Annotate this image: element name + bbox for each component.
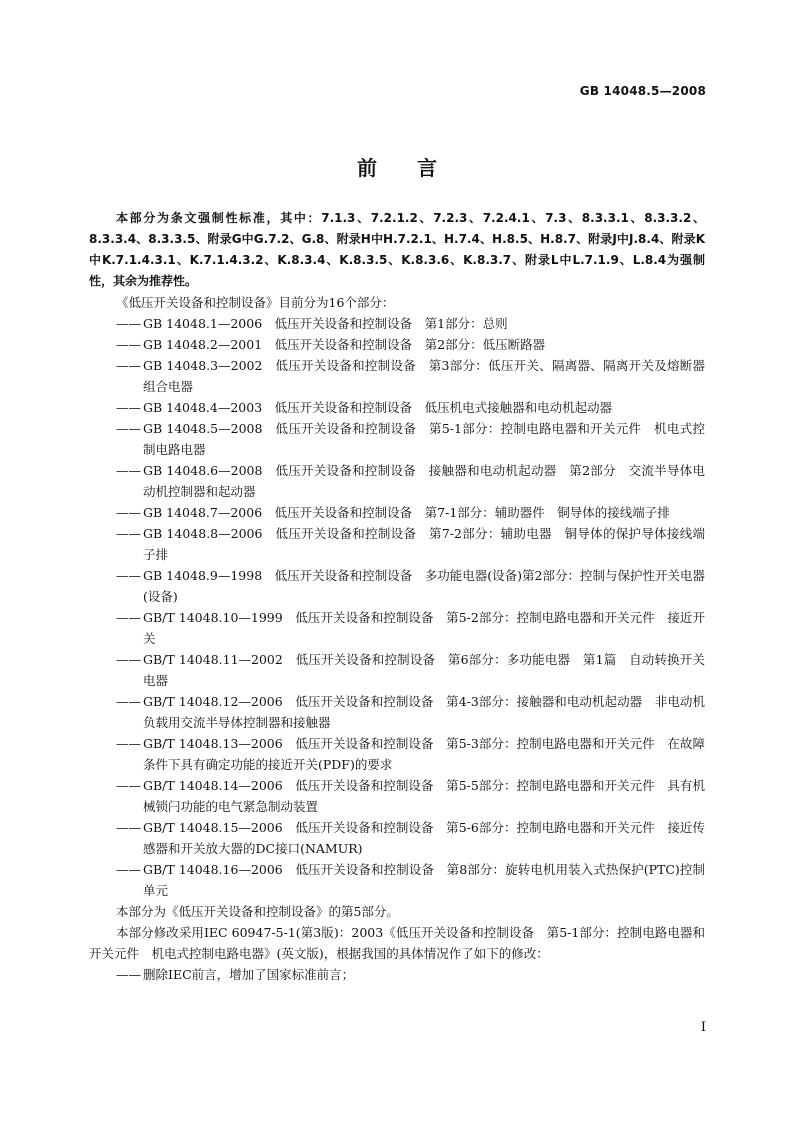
dash: —— xyxy=(116,610,141,625)
part-item xyxy=(89,460,705,502)
part-text: GB/T 14048.14—2006 低压开关设备和控制设备 第5-5部分：控制电路电器和开关元件 具有机械锁闩功能的电气紧急制动装置 xyxy=(143,778,705,814)
dash: —— xyxy=(116,421,141,436)
part-text: GB 14048.4—2003 低压开关设备和控制设备 低压机电式接触器和电动机起动器 xyxy=(143,400,613,415)
part-text: GB/T 14048.10—1999 低压开关设备和控制设备 第5-2部分：控制电路电器和开关元件 接近开关 xyxy=(143,610,705,646)
dash: —— xyxy=(116,778,141,793)
dash: —— xyxy=(116,862,141,877)
part-item xyxy=(89,523,705,565)
part-text: GB/T 14048.11—2002 低压开关设备和控制设备 第6部分：多功能电器 第1篇 自动转换开关电器 xyxy=(143,652,705,688)
part-item xyxy=(89,313,705,334)
modification-paragraph: 本部分修改采用IEC 60947-5-1(第3版)：2003《低压开关设备和控制设备 第5-1部分：控制电路电器和开关元件 机电式控制电路电器》(英文版)，根据我国的具体情况作了如下的修改： xyxy=(89,925,705,961)
dash: —— xyxy=(116,736,141,751)
page-number: I xyxy=(700,1020,706,1035)
mandatory-paragraph: 本部分为条文强制性标准，其中：7.1.3、7.2.1.2、7.2.3、7.2.4.1、7.3、8.3.3.1、8.3.3.2、8.3.3.4、8.3.3.5、附录G中G.7.2、G.8、附录H中H.7.2.1、H.7.4、H.8.5、H.8.7、附录J中J.8.4、附录K中K.7.1.4.3.1、K.7.1.4.3.2、K.8.3.4、K.8.3.5、K.8.3.6、K.8.3.7、附录L中L.7.1.9、L.8.4为强制性，其余为推荐性。 xyxy=(89,211,705,288)
dash: —— xyxy=(116,337,141,352)
part-text: GB 14048.9—1998 低压开关设备和控制设备 多功能电器(设备)第2部分：控制与保护性开关电器(设备) xyxy=(143,568,705,604)
foreword-body xyxy=(89,208,705,985)
part-item xyxy=(89,334,705,355)
dash: —— xyxy=(116,652,141,667)
part-item xyxy=(89,775,705,817)
dash: —— xyxy=(116,400,141,415)
part-text: GB/T 14048.15—2006 低压开关设备和控制设备 第5-6部分：控制电路电器和开关元件 接近传感器和开关放大器的DC接口(NAMUR) xyxy=(143,820,705,856)
standard-number: GB 14048.5—2008 xyxy=(579,84,706,98)
dash: —— xyxy=(116,568,141,583)
part-text: GB 14048.7—2006 低压开关设备和控制设备 第7-1部分：辅助器件 铜导体的接线端子排 xyxy=(143,505,670,520)
part-item xyxy=(89,355,705,397)
intro-paragraph: 《低压开关设备和控制设备》目前分为16个部分： xyxy=(116,295,395,310)
change-item xyxy=(89,964,705,985)
dash: —— xyxy=(116,820,141,835)
part-item xyxy=(89,397,705,418)
part-item xyxy=(89,502,705,523)
part-item xyxy=(89,418,705,460)
part-text: GB 14048.3—2002 低压开关设备和控制设备 第3部分：低压开关、隔离器、隔离开关及熔断器组合电器 xyxy=(143,358,705,394)
part-text: GB/T 14048.12—2006 低压开关设备和控制设备 第4-3部分：接触器和电动机起动器 非电动机负载用交流半导体控制器和接触器 xyxy=(143,694,705,730)
part-item xyxy=(89,691,705,733)
part-text: GB/T 14048.16—2006 低压开关设备和控制设备 第8部分：旋转电机用装入式热保护(PTC)控制单元 xyxy=(143,862,705,898)
dash: —— xyxy=(116,967,141,982)
change-text: 删除IEC前言，增加了国家标准前言； xyxy=(143,967,355,982)
part-text: GB/T 14048.13—2006 低压开关设备和控制设备 第5-3部分：控制电路电器和开关元件 在故障条件下具有确定功能的接近开关(PDF)的要求 xyxy=(143,736,705,772)
part-text: GB 14048.6—2008 低压开关设备和控制设备 接触器和电动机起动器 第2部分 交流半导体电动机控制器和起动器 xyxy=(143,463,705,499)
dash: —— xyxy=(116,505,141,520)
dash: —— xyxy=(116,316,141,331)
dash: —— xyxy=(116,694,141,709)
dash: —— xyxy=(116,463,141,478)
part-item xyxy=(89,859,705,901)
part-item xyxy=(89,733,705,775)
dash: —— xyxy=(116,526,141,541)
part-item xyxy=(89,607,705,649)
page-title: 前言 xyxy=(357,156,477,180)
part-of-paragraph: 本部分为《低压开关设备和控制设备》的第5部分。 xyxy=(116,904,399,919)
part-text: GB 14048.5—2008 低压开关设备和控制设备 第5-1部分：控制电路电器和开关元件 机电式控制电路电器 xyxy=(143,421,705,457)
part-text: GB 14048.8—2006 低压开关设备和控制设备 第7-2部分：辅助电器 铜导体的保护导体接线端子排 xyxy=(143,526,705,562)
dash: —— xyxy=(116,358,141,373)
part-item xyxy=(89,649,705,691)
part-text: GB 14048.1—2006 低压开关设备和控制设备 第1部分：总则 xyxy=(143,316,508,331)
part-item xyxy=(89,565,705,607)
part-item xyxy=(89,817,705,859)
part-text: GB 14048.2—2001 低压开关设备和控制设备 第2部分：低压断路器 xyxy=(143,337,546,352)
